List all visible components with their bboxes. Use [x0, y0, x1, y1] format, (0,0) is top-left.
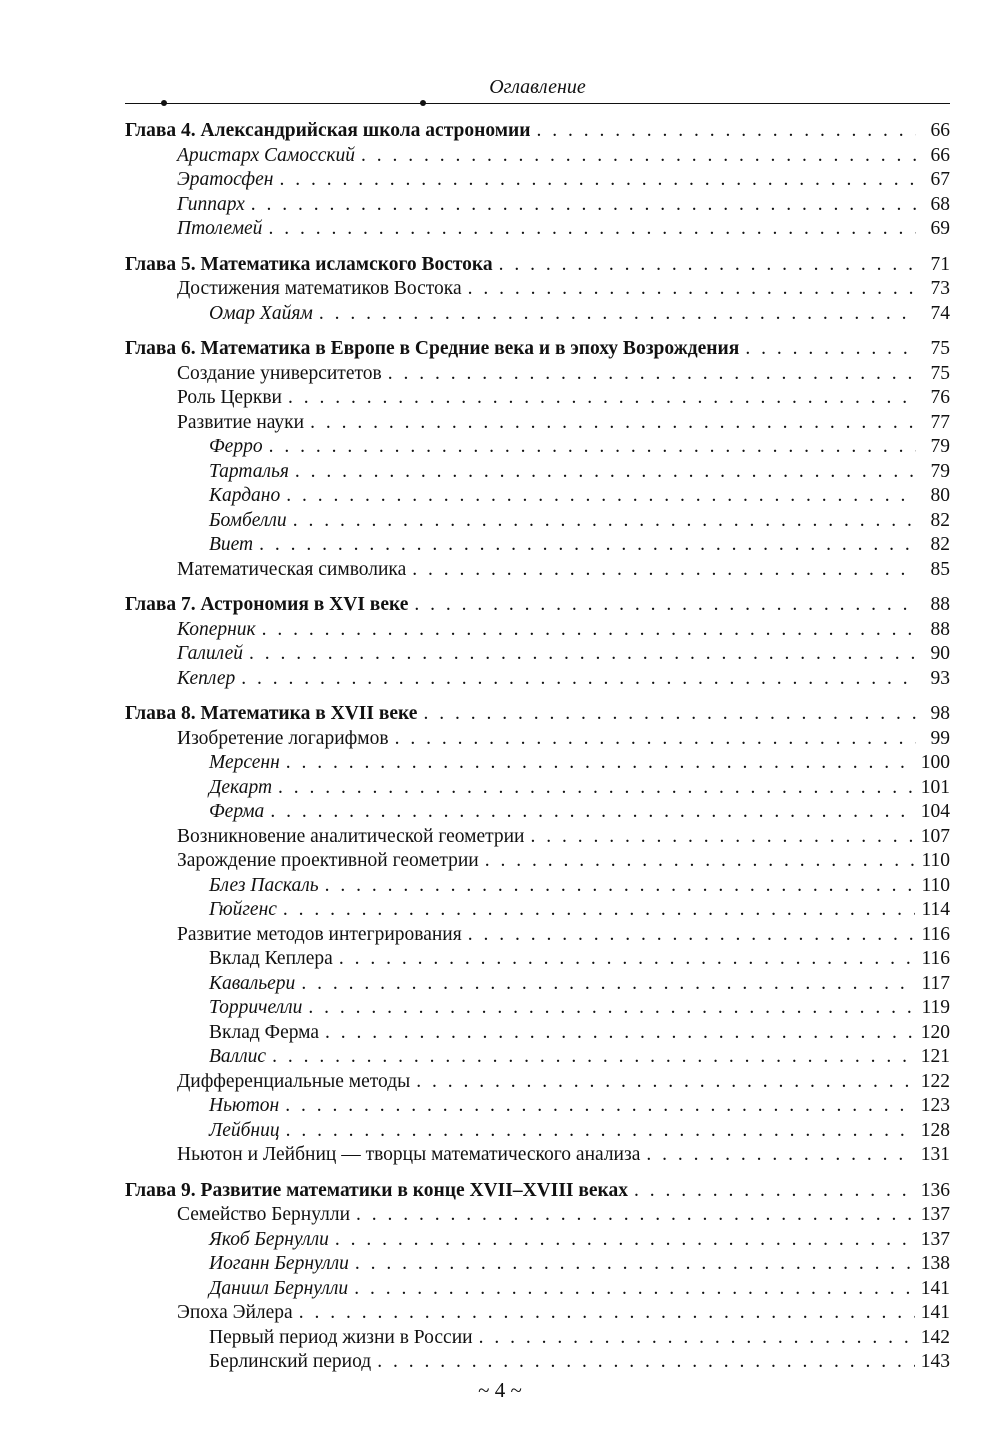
toc-entry[interactable] [125, 277, 950, 302]
dot-leader [278, 776, 915, 801]
toc-entry[interactable] [125, 302, 950, 327]
toc-entry-label: Развитие методов интегрирования [177, 923, 462, 945]
dot-leader [259, 533, 916, 558]
dot-leader [354, 1277, 915, 1302]
toc-entry-label: Птолемей [177, 218, 263, 239]
toc-chapter-heading[interactable] [125, 253, 950, 278]
dot-leader [537, 119, 917, 144]
toc-entry-label: Виет [209, 534, 254, 555]
toc-entry-label: Мерсенн [209, 752, 280, 773]
toc-entry-page: 67 [930, 169, 950, 190]
toc-entry-page: 71 [930, 253, 950, 275]
toc-entry-label: Декарт [209, 776, 273, 798]
toc-entry[interactable] [125, 1301, 950, 1326]
dot-leader [308, 996, 915, 1021]
toc-chapter [125, 702, 950, 1168]
toc-entry-label: Ньютон и Лейбниц — творцы математического анализа [177, 1144, 641, 1165]
toc-entry-label: Вклад Кеплера [209, 948, 333, 969]
toc-entry[interactable] [125, 1350, 950, 1375]
toc-entry-label: Математическая символика [177, 558, 407, 580]
dot-leader [283, 898, 916, 923]
toc-entry-page: 93 [930, 667, 950, 689]
toc-entry[interactable] [125, 386, 950, 411]
toc-entry-label: Глава 8. Математика в XVII веке [125, 703, 418, 724]
toc-entry[interactable] [125, 642, 950, 667]
toc-entry[interactable] [125, 217, 950, 242]
dot-leader [325, 1021, 915, 1046]
toc-entry-label: Первый период жизни в России [209, 1326, 473, 1348]
toc-entry-label: Вклад Ферма [209, 1021, 320, 1043]
toc-entry[interactable] [125, 1045, 950, 1070]
dot-leader [269, 435, 916, 460]
dot-leader [279, 168, 916, 193]
toc-entry-label: Валлис [209, 1046, 267, 1067]
toc-entry[interactable] [125, 825, 950, 850]
dot-leader [270, 800, 914, 825]
toc-entry-label: Глава 9. Развитие математики в конце XVII–XVIII веках [125, 1179, 629, 1201]
toc-entry-label: Омар Хайям [209, 302, 313, 324]
toc-entry-page: 143 [920, 1351, 950, 1372]
toc-entry-label: Дифференциальные методы [177, 1070, 411, 1092]
toc-entry-label: Берлинский период [209, 1351, 372, 1372]
toc-entry-page: 110 [921, 850, 950, 871]
toc-entry-label: Изобретение логарифмов [177, 727, 389, 749]
toc-entry[interactable] [125, 800, 950, 825]
toc-entry-label: Кардано [209, 485, 281, 506]
toc-entry[interactable] [125, 972, 950, 997]
dot-leader [388, 362, 916, 387]
toc-entry-label: Создание университетов [177, 362, 382, 384]
toc-entry-page: 82 [930, 509, 950, 531]
dot-leader [355, 1252, 915, 1277]
toc-chapter-heading[interactable] [125, 337, 950, 362]
toc-chapter [125, 593, 950, 691]
toc-entry-label: Ньютон [209, 1095, 280, 1116]
toc-entry-label: Торричелли [209, 997, 303, 1018]
dot-leader [356, 1203, 915, 1228]
toc-entry[interactable] [125, 435, 950, 460]
toc-entry-page: 98 [930, 703, 950, 724]
toc-entry-label: Развитие науки [177, 411, 305, 433]
dot-leader [361, 144, 916, 169]
toc-entry-label: Галилей [177, 643, 244, 664]
dot-leader [293, 509, 916, 534]
toc-entry-label: Блез Паскаль [209, 874, 319, 896]
toc-entry-label: Ферро [209, 436, 263, 457]
dot-leader [286, 1119, 915, 1144]
toc-entry-label: Тарталья [209, 460, 289, 482]
dot-leader [325, 874, 916, 899]
toc-entry[interactable] [125, 1228, 950, 1253]
toc-chapter-heading[interactable] [125, 702, 950, 727]
toc-entry-page: 122 [920, 1070, 950, 1092]
toc-entry-label: Иоганн Бернулли [209, 1253, 349, 1274]
running-header-title: Оглавление [489, 76, 586, 98]
header-rule [125, 103, 950, 104]
toc-entry[interactable] [125, 618, 950, 643]
toc-entry-label: Эратосфен [177, 169, 274, 190]
toc-entry-page: 99 [930, 727, 950, 749]
toc-entry-label: Роль Церкви [177, 387, 282, 408]
dot-leader [268, 217, 916, 242]
toc-entry-page: 76 [930, 387, 950, 408]
toc-entry[interactable] [125, 727, 950, 752]
toc-entry[interactable] [125, 898, 950, 923]
toc-entry-page: 75 [930, 338, 950, 359]
toc-entry-page: 110 [921, 874, 950, 896]
dot-leader [310, 411, 916, 436]
toc-entry-page: 68 [930, 193, 950, 215]
toc-entry[interactable] [125, 1070, 950, 1095]
toc-entry-page: 79 [930, 460, 950, 482]
toc-entry[interactable] [125, 1021, 950, 1046]
toc-entry[interactable] [125, 667, 950, 692]
toc-entry-page: 88 [930, 618, 950, 640]
page-number: ~ 4 ~ [478, 1378, 522, 1402]
toc-entry-label: Гиппарх [177, 193, 245, 215]
toc-entry[interactable] [125, 411, 950, 436]
dot-leader [468, 277, 916, 302]
toc-entry-page: 101 [920, 776, 950, 798]
dot-leader [468, 923, 916, 948]
toc-chapter [125, 337, 950, 582]
toc-entry-label: Кавальери [209, 972, 296, 994]
toc-entry-label: Зарождение проективной геометрии [177, 850, 479, 871]
toc-entry[interactable] [125, 1277, 950, 1302]
toc-entry-page: 141 [920, 1302, 950, 1323]
dot-leader [286, 751, 915, 776]
toc-entry-page: 75 [930, 362, 950, 384]
toc-entry-label: Коперник [177, 618, 256, 640]
toc-entry[interactable] [125, 533, 950, 558]
toc-entry[interactable] [125, 1326, 950, 1351]
toc-entry-label: Возникновение аналитической геометрии [177, 825, 525, 847]
toc-entry[interactable] [125, 849, 950, 874]
toc-entry-page: 119 [921, 997, 950, 1018]
dot-leader [377, 1350, 915, 1375]
toc-entry[interactable] [125, 1119, 950, 1144]
dot-leader [285, 1094, 915, 1119]
toc-entry-page: 107 [920, 825, 950, 847]
toc-entry-page: 120 [920, 1021, 950, 1043]
running-header [125, 76, 950, 110]
toc-chapter [125, 253, 950, 327]
toc-entry-page: 131 [920, 1144, 950, 1165]
toc-entry-label: Даниил Бернулли [209, 1277, 349, 1299]
toc-entry-page: 136 [920, 1179, 950, 1201]
toc-entry-label: Ферма [209, 801, 265, 822]
toc-entry[interactable] [125, 460, 950, 485]
dot-leader [339, 947, 916, 972]
toc-entry-page: 66 [930, 144, 950, 166]
toc-entry-page: 141 [920, 1277, 950, 1299]
toc-entry-page: 85 [930, 558, 950, 580]
toc-entry-label: Глава 6. Математика в Европе в Средние века и в эпоху Возрождения [125, 338, 740, 359]
toc-entry[interactable] [125, 168, 950, 193]
dot-leader [251, 193, 916, 218]
dot-leader [479, 1326, 915, 1351]
toc-entry[interactable] [125, 1252, 950, 1277]
dot-leader [262, 618, 916, 643]
toc-entry-label: Кеплер [177, 667, 236, 689]
toc-entry[interactable] [125, 193, 950, 218]
toc-entry-label: Лейбниц [209, 1119, 280, 1141]
toc-entry-page: 128 [920, 1119, 950, 1141]
toc-entry-label: Аристарх Самосский [177, 144, 356, 166]
toc-entry[interactable] [125, 874, 950, 899]
dot-leader [416, 1070, 915, 1095]
toc-chapter-heading[interactable] [125, 1179, 950, 1204]
toc-entry-label: Гюйгенс [209, 899, 277, 920]
toc-entry[interactable] [125, 362, 950, 387]
dot-leader [414, 593, 916, 618]
dot-leader [295, 460, 916, 485]
toc-entry-page: 100 [920, 752, 950, 773]
toc-entry-page: 69 [930, 218, 950, 239]
dot-leader [423, 702, 916, 727]
table-of-contents [125, 119, 950, 1386]
toc-entry-page: 74 [930, 302, 950, 324]
toc-entry-page: 73 [930, 278, 950, 299]
toc-entry[interactable] [125, 1094, 950, 1119]
toc-entry[interactable] [125, 923, 950, 948]
dot-leader [299, 1301, 915, 1326]
toc-chapter [125, 1179, 950, 1375]
toc-entry-page: 66 [930, 120, 950, 141]
toc-entry-label: Якоб Бернулли [209, 1228, 329, 1250]
toc-entry[interactable] [125, 1143, 950, 1168]
toc-entry[interactable] [125, 558, 950, 583]
toc-entry-page: 80 [930, 485, 950, 506]
dot-leader [301, 972, 915, 997]
toc-chapter [125, 119, 950, 242]
dot-leader [499, 253, 916, 278]
toc-entry-page: 90 [930, 643, 950, 664]
toc-chapter-heading[interactable] [125, 593, 950, 618]
toc-entry-label: Семейство Бернулли [177, 1204, 351, 1225]
dot-leader [272, 1045, 915, 1070]
rule-dot-icon [420, 100, 426, 106]
toc-entry-page: 88 [930, 594, 950, 615]
toc-entry[interactable] [125, 776, 950, 801]
dot-leader [335, 1228, 915, 1253]
toc-entry-page: 114 [921, 899, 950, 920]
toc-entry[interactable] [125, 144, 950, 169]
toc-entry-label: Бомбелли [209, 509, 287, 531]
toc-entry-page: 142 [920, 1326, 950, 1348]
toc-entry-page: 79 [930, 436, 950, 457]
toc-entry-page: 77 [930, 411, 950, 433]
dot-leader [646, 1143, 914, 1168]
toc-entry-page: 104 [920, 801, 950, 822]
toc-entry-page: 116 [921, 948, 950, 969]
dot-leader [241, 667, 916, 692]
toc-entry-page: 121 [920, 1046, 950, 1067]
toc-entry-page: 123 [920, 1095, 950, 1116]
toc-entry-label: Эпоха Эйлера [177, 1302, 293, 1323]
dot-leader [745, 337, 916, 362]
toc-entry[interactable] [125, 509, 950, 534]
dot-leader [395, 727, 916, 752]
toc-entry[interactable] [125, 751, 950, 776]
toc-entry-label: Глава 4. Александрийская школа астрономии [125, 120, 531, 141]
rule-dot-icon [161, 100, 167, 106]
toc-entry-page: 138 [920, 1253, 950, 1274]
dot-leader [249, 642, 916, 667]
toc-entry[interactable] [125, 996, 950, 1021]
toc-entry[interactable] [125, 484, 950, 509]
toc-chapter-heading[interactable] [125, 119, 950, 144]
toc-entry-label: Глава 7. Астрономия в XVI веке [125, 594, 409, 615]
toc-entry[interactable] [125, 1203, 950, 1228]
toc-entry-page: 117 [921, 972, 950, 994]
dot-leader [412, 558, 916, 583]
toc-entry-page: 137 [920, 1228, 950, 1250]
dot-leader [485, 849, 916, 874]
toc-entry-page: 137 [920, 1204, 950, 1225]
dot-leader [634, 1179, 915, 1204]
dot-leader [530, 825, 914, 850]
toc-entry-page: 116 [921, 923, 950, 945]
dot-leader [319, 302, 916, 327]
toc-entry[interactable] [125, 947, 950, 972]
toc-entry-label: Достижения математиков Востока [177, 278, 462, 299]
toc-entry-label: Глава 5. Математика исламского Востока [125, 253, 493, 275]
toc-entry-page: 82 [930, 534, 950, 555]
dot-leader [286, 484, 916, 509]
dot-leader [288, 386, 916, 411]
